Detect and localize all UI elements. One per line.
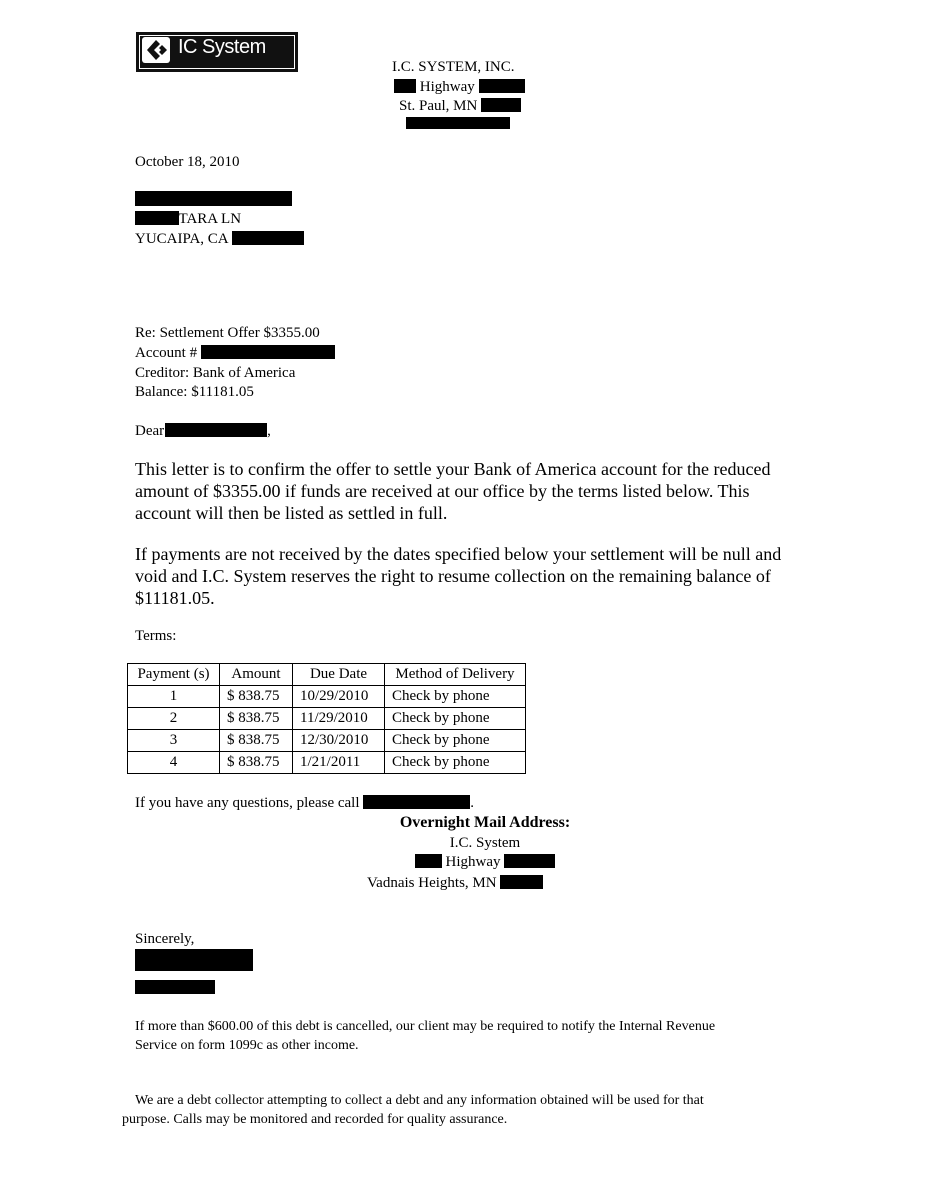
payment-cell: 2	[128, 708, 220, 730]
table-row	[128, 708, 526, 730]
company-city: St. Paul, MN	[399, 96, 521, 116]
recipient-street: TARA LN	[135, 209, 241, 229]
redaction	[201, 345, 335, 359]
payment-cell: 3	[128, 730, 220, 752]
salutation: Dear ,	[135, 423, 271, 439]
overnight-street: Highway	[330, 852, 640, 872]
redaction	[481, 98, 521, 112]
table-row	[128, 730, 526, 752]
redaction	[135, 949, 253, 971]
redaction	[135, 211, 179, 225]
closing: Sincerely,	[135, 931, 195, 947]
redaction	[504, 854, 555, 868]
amount-cell: $ 838.75	[220, 686, 293, 708]
account-line: Account #	[135, 343, 335, 363]
table-header-row	[128, 664, 526, 686]
column-header: Amount	[220, 664, 293, 686]
redaction	[500, 875, 543, 889]
company-logo	[136, 32, 298, 72]
redaction	[406, 117, 510, 129]
payment-cell: 1	[128, 686, 220, 708]
redaction	[363, 795, 470, 809]
method-cell: Check by phone	[385, 752, 526, 774]
redaction	[415, 854, 442, 868]
payment-cell: 4	[128, 752, 220, 774]
letter-date: October 18, 2010	[135, 154, 240, 170]
redaction	[135, 980, 215, 994]
due-date-cell: 12/30/2010	[293, 730, 385, 752]
amount-cell: $ 838.75	[220, 752, 293, 774]
debt-collector-disclaimer: We are a debt collector attempting to collect a debt and any information obtained will be used for that purpose. Calls may be monitored and recorded for quality assurance.	[122, 1093, 704, 1127]
due-date-cell: 1/21/2011	[293, 752, 385, 774]
re-line: Re: Settlement Offer $3355.00	[135, 325, 320, 341]
method-cell: Check by phone	[385, 730, 526, 752]
company-street: Highway	[394, 77, 525, 97]
redaction	[135, 191, 292, 206]
tax-notice: If more than $600.00 of this debt is cancelled, our client may be required to notify the Internal Revenue Service on form 1099c as other income.	[135, 1019, 716, 1053]
redaction	[394, 79, 416, 93]
amount-cell: $ 838.75	[220, 730, 293, 752]
due-date-cell: 10/29/2010	[293, 686, 385, 708]
redaction	[165, 423, 267, 437]
overnight-city: Vadnais Heights, MN	[367, 873, 543, 893]
terms-table	[127, 663, 526, 774]
amount-cell: $ 838.75	[220, 708, 293, 730]
terms-label: Terms:	[135, 628, 177, 644]
ic-logo-icon	[142, 37, 170, 63]
recipient-city: YUCAIPA, CA	[135, 229, 304, 249]
table-row	[128, 686, 526, 708]
body-paragraph-1: This letter is to confirm the offer to settle your Bank of America account for the reduced amount of $3355.00 if funds are received at our office by the terms listed below. This account will then be listed as settled in full.	[135, 459, 771, 523]
body-paragraph-2: If payments are not received by the dates specified below your settlement will be null and void and I.C. System reserves the right to resume collection on the remaining balance of $11181.05.	[135, 544, 782, 608]
balance-line: Balance: $11181.05	[135, 384, 254, 400]
overnight-title: Overnight Mail Address:	[399, 814, 571, 831]
redaction	[232, 231, 304, 245]
overnight-name: I.C. System	[449, 835, 521, 851]
questions-line: If you have any questions, please call .	[135, 795, 475, 811]
creditor-line: Creditor: Bank of America	[135, 365, 296, 381]
method-cell: Check by phone	[385, 708, 526, 730]
table-row	[128, 752, 526, 774]
due-date-cell: 11/29/2010	[293, 708, 385, 730]
column-header: Payment (s)	[128, 664, 220, 686]
company-name: I.C. SYSTEM, INC.	[392, 59, 515, 75]
method-cell: Check by phone	[385, 686, 526, 708]
column-header: Due Date	[293, 664, 385, 686]
column-header: Method of Delivery	[385, 664, 526, 686]
logo-text: IC System	[178, 36, 266, 58]
redaction	[479, 79, 525, 93]
